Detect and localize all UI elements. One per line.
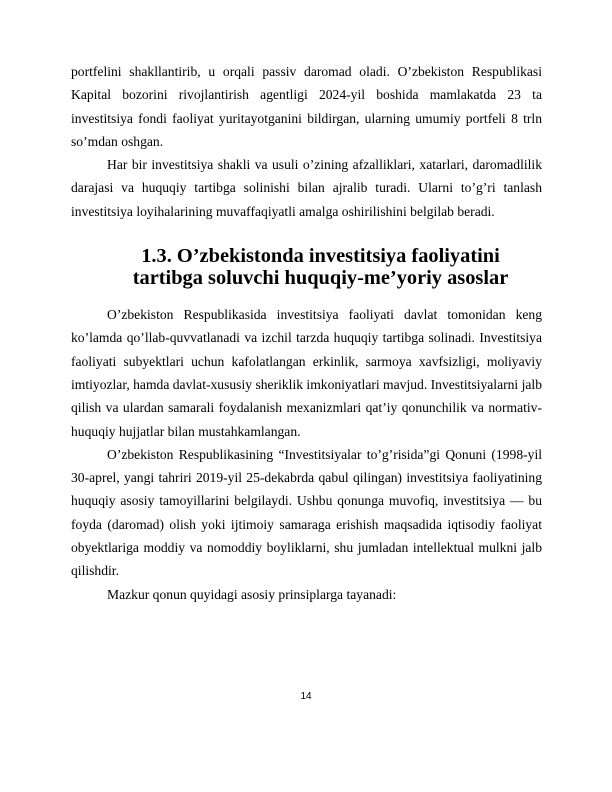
paragraph-investment-forms: Har bir investitsiya shakli va usuli o’zining afzalliklari, xatarlari, daromadlilik darajasi va huquqiy tartibga solinishi bilan ajralib turadi. Ularni to’g’ri tanlash investitsiya loyihalarining muvaffaqiyatli amalga oshirilishini belgilab beradi. [71, 157, 542, 219]
page-number: 14 [300, 691, 312, 702]
paragraph-state-support: O’zbekiston Respublikasida investitsiya faoliyati davlat tomonidan keng ko’lamda qo’llab-quvvatlanadi va izchil tarzda huquqiy tartibga solinadi. Investitsiya faoliyati subyektlari uchun kafolatlangan erkinlik, sarmoya xavfsizligi, moliyaviy imtiyozlar, hamda davlat-xususiy sheriklik imkoniyatlari mavjud. Investitsiyalarni jalb qilish va ulardan samarali foydalanish mexanizmlari qat’iy qonunchilik va normativ-huquqiy hujjatlar bilan mustahkamlangan. [71, 307, 542, 439]
paragraph-investment-funds: portfelini shakllantirib, u orqali passiv daromad oladi. O’zbekiston Respublikasi Kapital bozorini rivojlantirish agentligi 2024-yil boshida mamlakatda 23 ta investitsiya fondi faoliyat yuritayotganini bildirgan, ularning umumiy portfeli 8 trln so’mdan oshgan. [71, 64, 542, 149]
section-heading: 1.3. O’zbekistonda investitsiya faoliyatini tartibga soluvchi huquqiy-me’yoriy asoslar [132, 245, 509, 290]
document-page [71, 60, 542, 606]
paragraph-investment-law: O’zbekiston Respublikasining “Investitsiyalar to’g’risida”gi Qonuni (1998-yil 30-aprel, yangi tahriri 2019-yil 25-dekabrda qabul qilingan) investitsiya faoliyatining huquqiy asosiy tamoyillarini belgilaydi. Ushbu qonunga muvofiq, investitsiya — bu foyda (daromad) olish yoki ijtimoiy samaraga erishish maqsadida iqtisodiy faoliyat obyektlariga moddiy va nomoddiy boyliklarni, shu jumladan intellektual mulkni jalb qilishdir. [71, 446, 542, 579]
paragraph-principles-intro: Mazkur qonun quyidagi asosiy prinsiplarga tayanadi: [107, 586, 397, 602]
